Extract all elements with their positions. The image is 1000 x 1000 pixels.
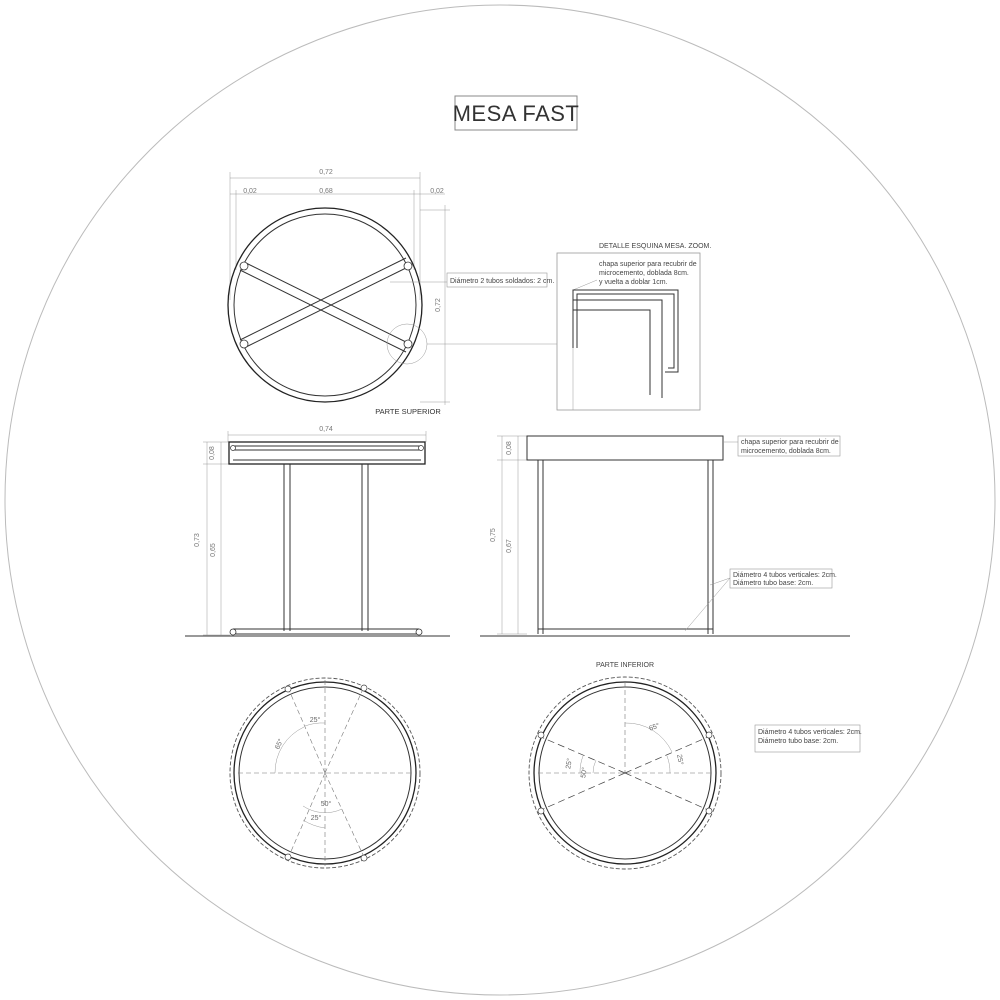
dim-top-total: 0,72	[319, 169, 333, 176]
bottom-view-left	[230, 678, 420, 868]
detail-zoom	[557, 243, 711, 410]
front-right-top-note-line2: microcemento, doblada 8cm.	[741, 448, 831, 455]
dim-top-right: 0,02	[430, 188, 444, 195]
top-cross-tubes	[240, 258, 410, 352]
top-view-label: PARTE SUPERIOR	[375, 407, 441, 416]
sheet-circle-frame	[5, 5, 995, 995]
front-right-dim-legs: 0,67	[506, 539, 513, 553]
detail-title: DETALLE ESQUINA MESA. ZOOM.	[599, 243, 712, 250]
bottom-left-angle-c: 50°	[320, 801, 332, 808]
front-right-legs-note-line1: Diámetro 4 tubos verticales: 2cm.	[733, 572, 837, 579]
front-view-left	[185, 426, 450, 636]
bottom-right-note-line1: Diámetro 4 tubos verticales: 2cm.	[758, 729, 862, 736]
bottom-left-angle-b: 65°	[274, 738, 286, 751]
bottom-right-angle-a: 65°	[648, 722, 661, 733]
front-right-dim-top: 0,08	[506, 441, 513, 455]
front-view-right	[480, 436, 850, 636]
drawing-title: MESA FAST	[452, 101, 580, 126]
bottom-left-angle-d: 25°	[310, 815, 322, 822]
top-outer-ring	[228, 208, 422, 402]
bottom-view-right	[529, 662, 862, 869]
bottom-right-label: PARTE INFERIOR	[595, 662, 655, 669]
dim-top-middle: 0,68	[319, 188, 333, 195]
top-inner-ring	[234, 214, 416, 396]
front-left-dim-top: 0,08	[209, 446, 216, 460]
front-left-tabletop	[229, 442, 425, 464]
top-view	[228, 169, 557, 416]
front-left-dim-legs: 0,65	[210, 543, 217, 557]
detail-note-line3: y vuelta a doblar 1cm.	[599, 279, 668, 286]
front-right-tabletop	[527, 436, 723, 460]
dim-top-vertical: 0,72	[435, 298, 442, 312]
title-block	[453, 96, 580, 130]
front-right-legs-note-line2: Diámetro tubo base: 2cm.	[733, 580, 814, 587]
front-right-dim-total: 0,75	[490, 528, 497, 542]
bottom-left-angle-a: 25°	[309, 717, 321, 724]
detail-note-line1: chapa superior para recubrir de	[599, 261, 697, 268]
bottom-right-angle-d: 25°	[675, 753, 684, 766]
bottom-right-angle-b: 25°	[565, 757, 574, 770]
top-view-note: Diámetro 2 tubos soldados: 2 cm.	[450, 278, 555, 285]
bottom-right-note-line2: Diámetro tubo base: 2cm.	[758, 738, 839, 745]
dim-top-left: 0,02	[243, 188, 257, 195]
detail-note-line2: microcemento, doblada 8cm.	[599, 270, 689, 277]
front-left-dim-width: 0,74	[319, 426, 333, 433]
bottom-right-angle-c: 50°	[580, 766, 589, 779]
front-right-top-note-line1: chapa superior para recubrir de	[741, 439, 839, 446]
front-left-dim-total: 0,73	[194, 533, 201, 547]
